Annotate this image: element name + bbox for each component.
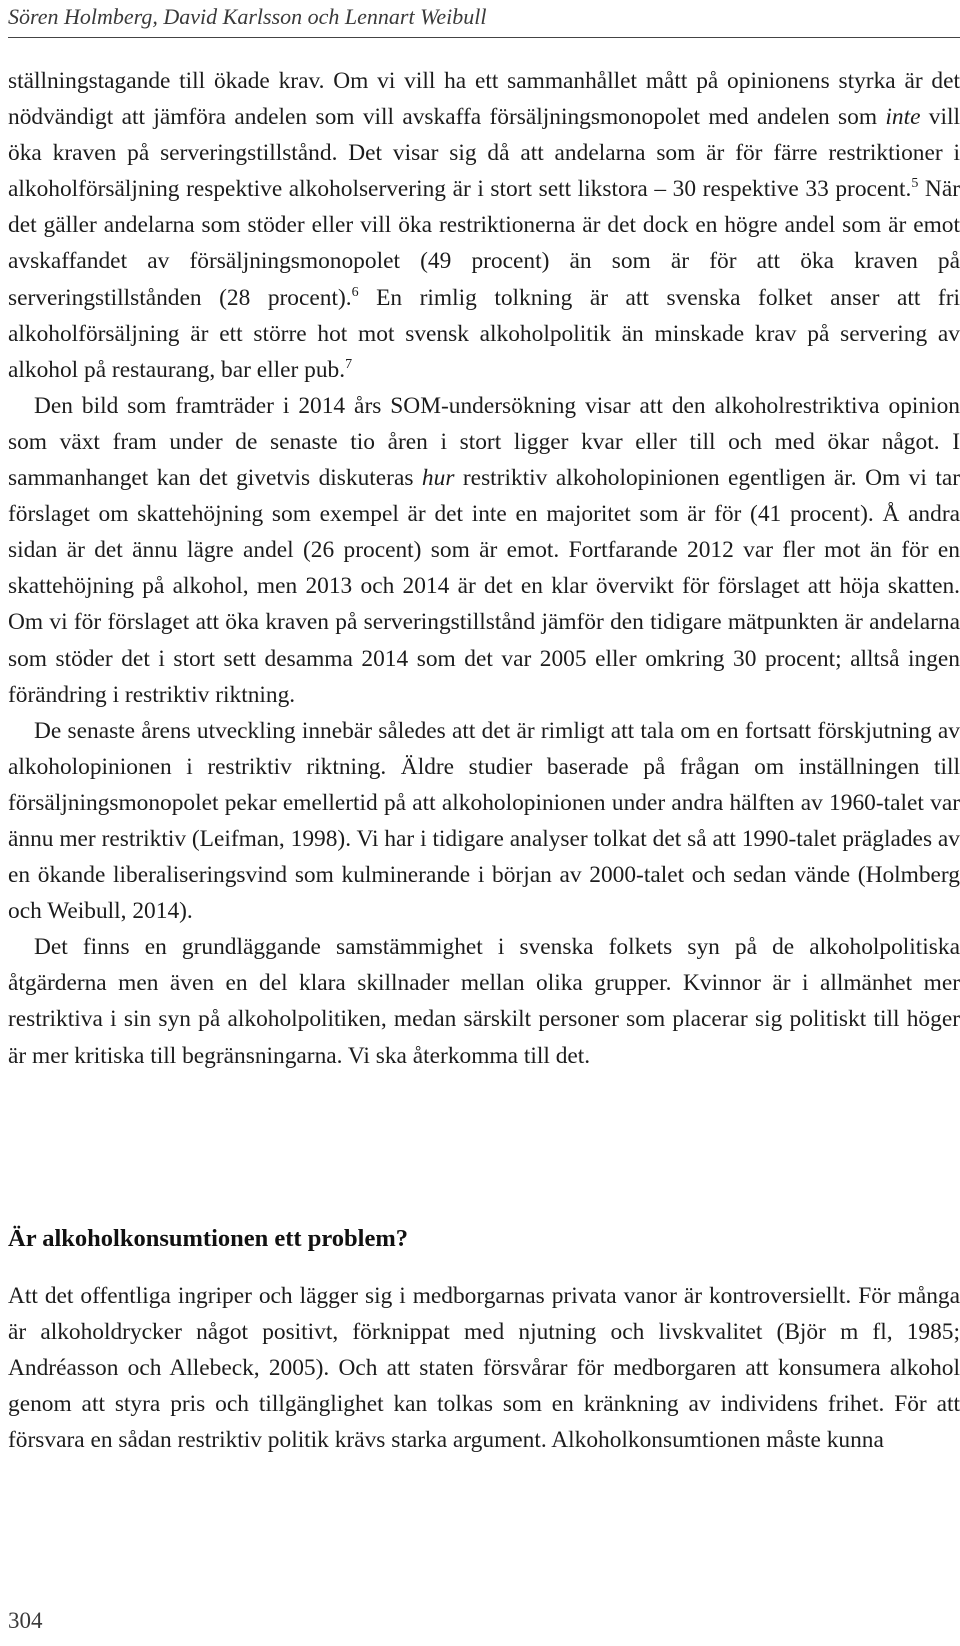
header-rule xyxy=(8,37,960,38)
section-paragraph-1: Att det offentliga ingriper och lägger sig i medborgarnas privata vanor är kontroversiellt. För många är alkoholdrycker något positivt, förknippat med njutning och livskvalitet (Björ m fl, 1985; Andréasson och Allebeck, 2005). Och att staten försvårar för medborgaren att konsumera alkohol genom att styra pris och tillgänglighet kan tolkas som en kränkning av individens frihet. För att försvara en sådan restriktiv politik krävs starka argument. Alkoholkonsumtionen måste kunna xyxy=(8,1283,960,1454)
paragraph-1: ställningstagande till ökade krav. Om vi vill ha ett sammanhållet mått på opinionens styrka är det nödvändigt att jämföra andelen som vill avskaffa försäljningsmonopolet med andelen som inte vill öka kraven på serveringstillstånd. Det visar sig då att andelarna som är för färre restriktioner i alkoholförsäljning respektive alkoholservering är i stort sett likstora – 30 respektive 33 procent.$^5$ När det gäller andelarna som stöder eller vill öka restriktionerna är det dock en högre andel som är emot avskaffandet av försäljningsmonopolet (49 procent) än som är för att öka kraven på serveringstillstånden (28 procent).$^6$ En rimlig tolkning är att svenska folket anser att fri alkoholförsäljning är ett större hot mot svensk alkoholpolitik än minskade krav på servering av alkohol på restaurang, bar eller pub.$^7$ xyxy=(8,68,960,383)
body-text xyxy=(8,63,960,1074)
paragraph-4: Det finns en grundläggande samstämmighet i svenska folkets syn på de alkoholpolitiska åtgärderna men även en del klara skillnader mellan olika grupper. Kvinnor är i allmänhet mer restriktiva i sin syn på alkoholpolitiken, medan särskilt personer som placerar sig politiskt till höger är mer kritiska till begränsningarna. Vi ska återkomma till det. xyxy=(8,934,960,1069)
footnote-reference: 7 xyxy=(345,356,353,372)
footnote-reference: 6 xyxy=(351,284,359,300)
running-head: Sören Holmberg, David Karlsson och Lennart Weibull xyxy=(8,4,487,29)
footnote-reference: 5 xyxy=(911,176,919,192)
emphasized-word: inte xyxy=(885,104,921,131)
emphasized-word: hur xyxy=(421,465,455,492)
paragraph-2: Den bild som framträder i 2014 års SOM-undersökning visar att den alkoholrestriktiva opinion som växt fram under de senaste tio åren i stort ligger kvar eller till och med ökar något. I sammanhanget kan det givetvis diskuteras hur restriktiv alkoholopinionen egentligen är. Om vi tar förslaget om skattehöjning som exempel är det inte en majoritet som är för (41 procent). Å andra sidan är det ännu lägre andel (26 procent) som är emot. Fortfarande 2012 var fler mot än för en skattehöjning på alkohol, men 2013 och 2014 är det en klar övervikt för förslaget att höja skatten. Om vi för förslaget att öka kraven på serveringstillstånd jämför den tidigare mätpunkten är andelarna som stöder det i stort sett desamma 2014 som det var 2005 eller omkring 30 procent; alltså ingen förändring i restriktiv riktning. xyxy=(8,392,960,708)
paragraph-3: De senaste årens utveckling innebär således att det är rimligt att tala om en fortsatt förskjutning av alkoholopinionen i restriktiv riktning. Äldre studier baserade på frågan om inställningen till försäljningsmonopolet pekar emellertid på att alkoholopinionen under andra hälften av 1960-talet var ännu mer restriktiv (Leifman, 1998). Vi har i tidigare analyser tolkat det så att 1990-talet präglades av en ökande liberaliseringsvind som kulminerande i början av 2000-talet och sedan vände (Holmberg och Weibull, 2014). xyxy=(8,717,960,925)
page-number: 304 xyxy=(8,1608,43,1633)
section-text xyxy=(8,1278,960,1458)
section-heading: Är alkoholkonsumtionen ett problem? xyxy=(8,1225,408,1252)
